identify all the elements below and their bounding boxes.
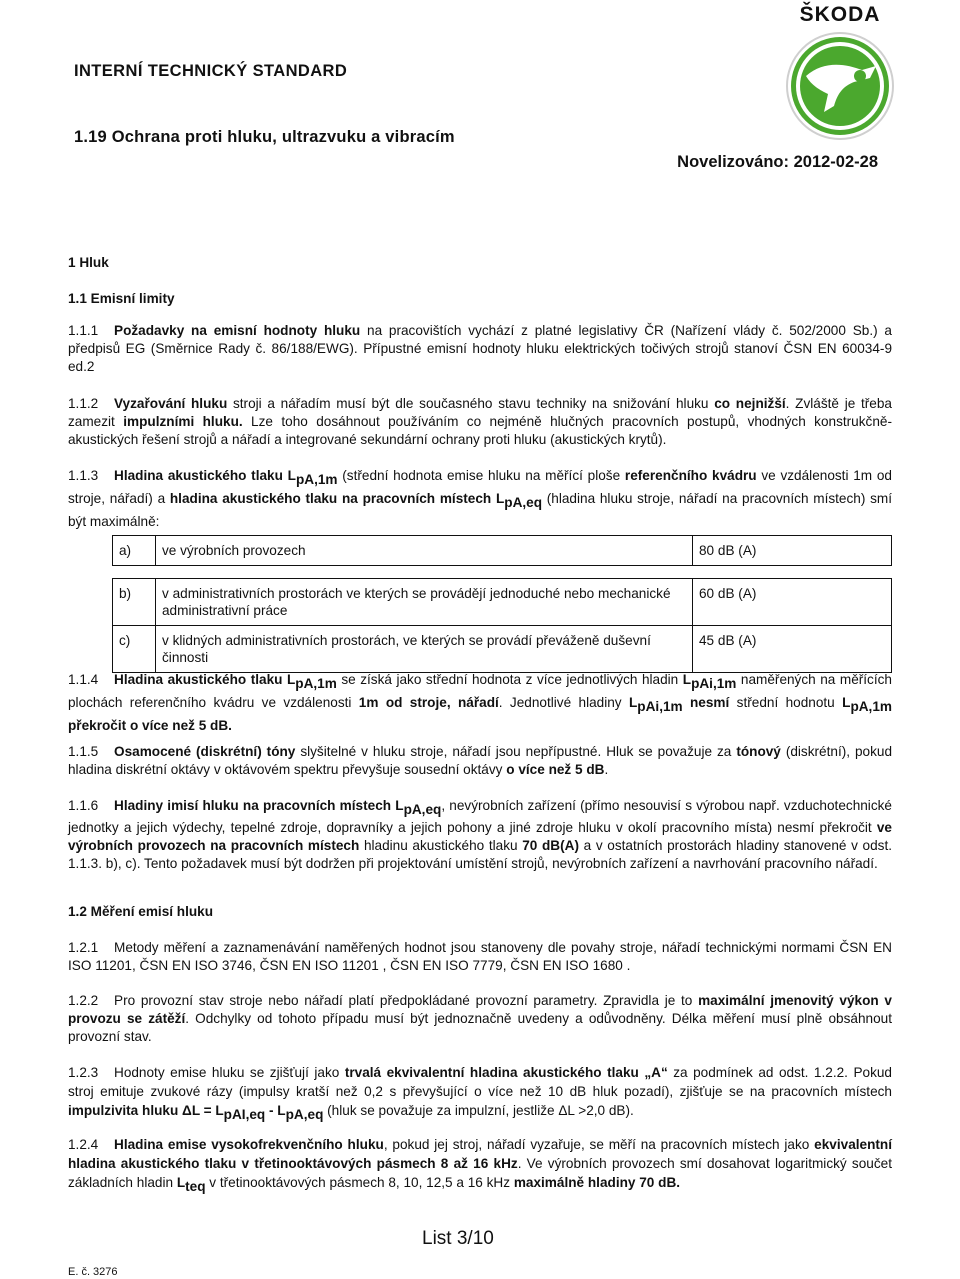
document-code: E. č. 3276: [68, 1266, 118, 1278]
table-row: b) v administrativních prostorách ve kterých se provádějí jednoduché nebo mechanické administrativní práce 60 dB (A): [113, 579, 892, 626]
skoda-logo-icon: [784, 30, 896, 142]
table-row: a) ve výrobních provozech 80 dB (A): [113, 536, 892, 566]
paragraph-1-2-2: 1.2.2 Pro provozní stav stroje nebo nářadí platí předpokládané provozní parametry. Zpravidla je to maximální jmenovitý výkon v provozu se zátěží. Odchylky od tohoto případu musí být jednoznačně uvedeny a odůvodněny. Délka měření musí plně obsáhnout provozní stav.: [68, 993, 892, 1044]
document-title: 1.19 Ochrana proti hluku, ultrazvuku a vibracím: [74, 128, 455, 146]
brand-wordmark: ŠKODA: [799, 3, 881, 26]
paragraph-1-1-6: 1.1.6 Hladiny imisí hluku na pracovních místech LpA,eq, nevýrobních zařízení (přímo nesouvisí s výrobou např. vzduchotechnické jednotky a jejich výdechy, tepelné zdroje, dopravníky a jejich pohony a jiné zdroje hluku v okolí pracovního místa) nesmí překročit ve výrobních provozech na pracovních místech hladinu akustického tlaku 70 dB(A) a v ostatních prostorách hladiny stanovené v odst. 1.1.3. b), c). Tento požadavek musí být dodržen při projektování umístění strojů, nevýrobních zařízení a navrhování pracovního nářadí.: [68, 798, 893, 871]
page-number: List 3/10: [422, 1228, 494, 1249]
paragraph-1-2-1: 1.2.1 Metody měření a zaznamenávání naměřených hodnot jsou stanoveny dle povahy stroje, nářadí technickými normami ČSN EN ISO 11201, ČSN EN ISO 3746, ČSN EN ISO 11201 , ČSN EN ISO 7779, ČSN EN ISO 1680 .: [68, 940, 892, 973]
heading-emisni-limity: 1.1 Emisní limity: [68, 291, 175, 306]
paragraph-1-1-4: 1.1.4 Hladina akustického tlaku LpA,1m se získá jako střední hodnota z více jednotlivých hladin LpAi,1m naměřených na měřících plochách referenčního kvádru ve vzdálenosti 1m od stroje, nářadí. Jednotlivé hladiny LpAi,1m nesmí střední hodnotu LpA,1m překročit o více než 5 dB.: [68, 672, 892, 733]
standard-title: INTERNÍ TECHNICKÝ STANDARD: [74, 62, 348, 80]
paragraph-1-1-3: 1.1.3 Hladina akustického tlaku LpA,1m (střední hodnota emise hluku na měřící ploše referenčního kvádru ve vzdálenosti 1m od stroje, nářadí) a hladina akustického tlaku na pracovních místech LpA,eq (hladina hluku stroje, nářadí na pracovních místech) smí být maximálně:: [68, 468, 892, 529]
heading-mereni-emisi: 1.2 Měření emisí hluku: [68, 904, 214, 919]
paragraph-1-1-1: 1.1.1 Požadavky na emisní hodnoty hluku na pracovištích vychází z platné legislativy ČR (Nařízení vlády č. 502/2000 Sb.) a předpisů EG (Směrnice Rady č. 86/188/EWG). Přípustné emisní hodnoty hluku elektrických točivých strojů stanoví ČSN EN 60034-9 ed.2: [68, 323, 892, 374]
revision-date: Novelizováno: 2012-02-28: [677, 153, 878, 171]
paragraph-1-1-5: 1.1.5 Osamocené (diskrétní) tóny slyšitelné v hluku stroje, nářadí jsou nepřípustné. Hluk se považuje za tónový (diskrétní), pokud hladina diskrétní oktávy v oktávovém spektru převyšuje sousední oktávy o více než 5 dB.: [68, 744, 893, 777]
paragraph-1-2-4: 1.2.4 Hladina emise vysokofrekvenčního hluku, pokud jej stroj, nářadí vyzařuje, se měří na pracovních místech jako ekvivalentní hladina akustického tlaku v třetinooktávových pásmech 8 až 16 kHz. Ve výrobních provozech smí dosahovat logaritmický součet základních hladin Lteq v třetinooktávových pásmech 8, 10, 12,5 a 16 kHz maximálně hladiny 70 dB.: [68, 1137, 892, 1194]
limits-table: [112, 535, 892, 673]
table-row: c) v klidných administrativních prostorách, ve kterých se provádí převáženě duševní činnosti 45 dB (A): [113, 626, 892, 673]
heading-hluk: 1 Hluk: [68, 255, 109, 270]
paragraph-1-2-3: 1.2.3 Hodnoty emise hluku se zjišťují jako trvalá ekvivalentní hladina akustického tlaku „A“ za podmínek ad odst. 1.2.2. Pokud stroj emituje zvukové rázy (impulsy kratší než 0,2 s převyšující o více než 10 dB hluk pozadí), zjišťuje se na pracovních místech impulzivita hluku ΔL = LpAI,eq - LpA,eq (hluk se považuje za impulzní, jestliže ΔL >2,0 dB).: [68, 1065, 892, 1122]
paragraph-1-1-2: 1.1.2 Vyzařování hluku stroji a nářadím musí být dle současného stavu techniky na snižování hluku co nejnižší. Zvláště je třeba zamezit impulzními hluku. Lze toho dosáhnout používáním co nejméně hlučných pracovních postupů, vhodných konstrukčně-akustických řešení strojů a nářadí a integrované sekundární ochrany proti hluku (akustických krytů).: [68, 396, 892, 447]
